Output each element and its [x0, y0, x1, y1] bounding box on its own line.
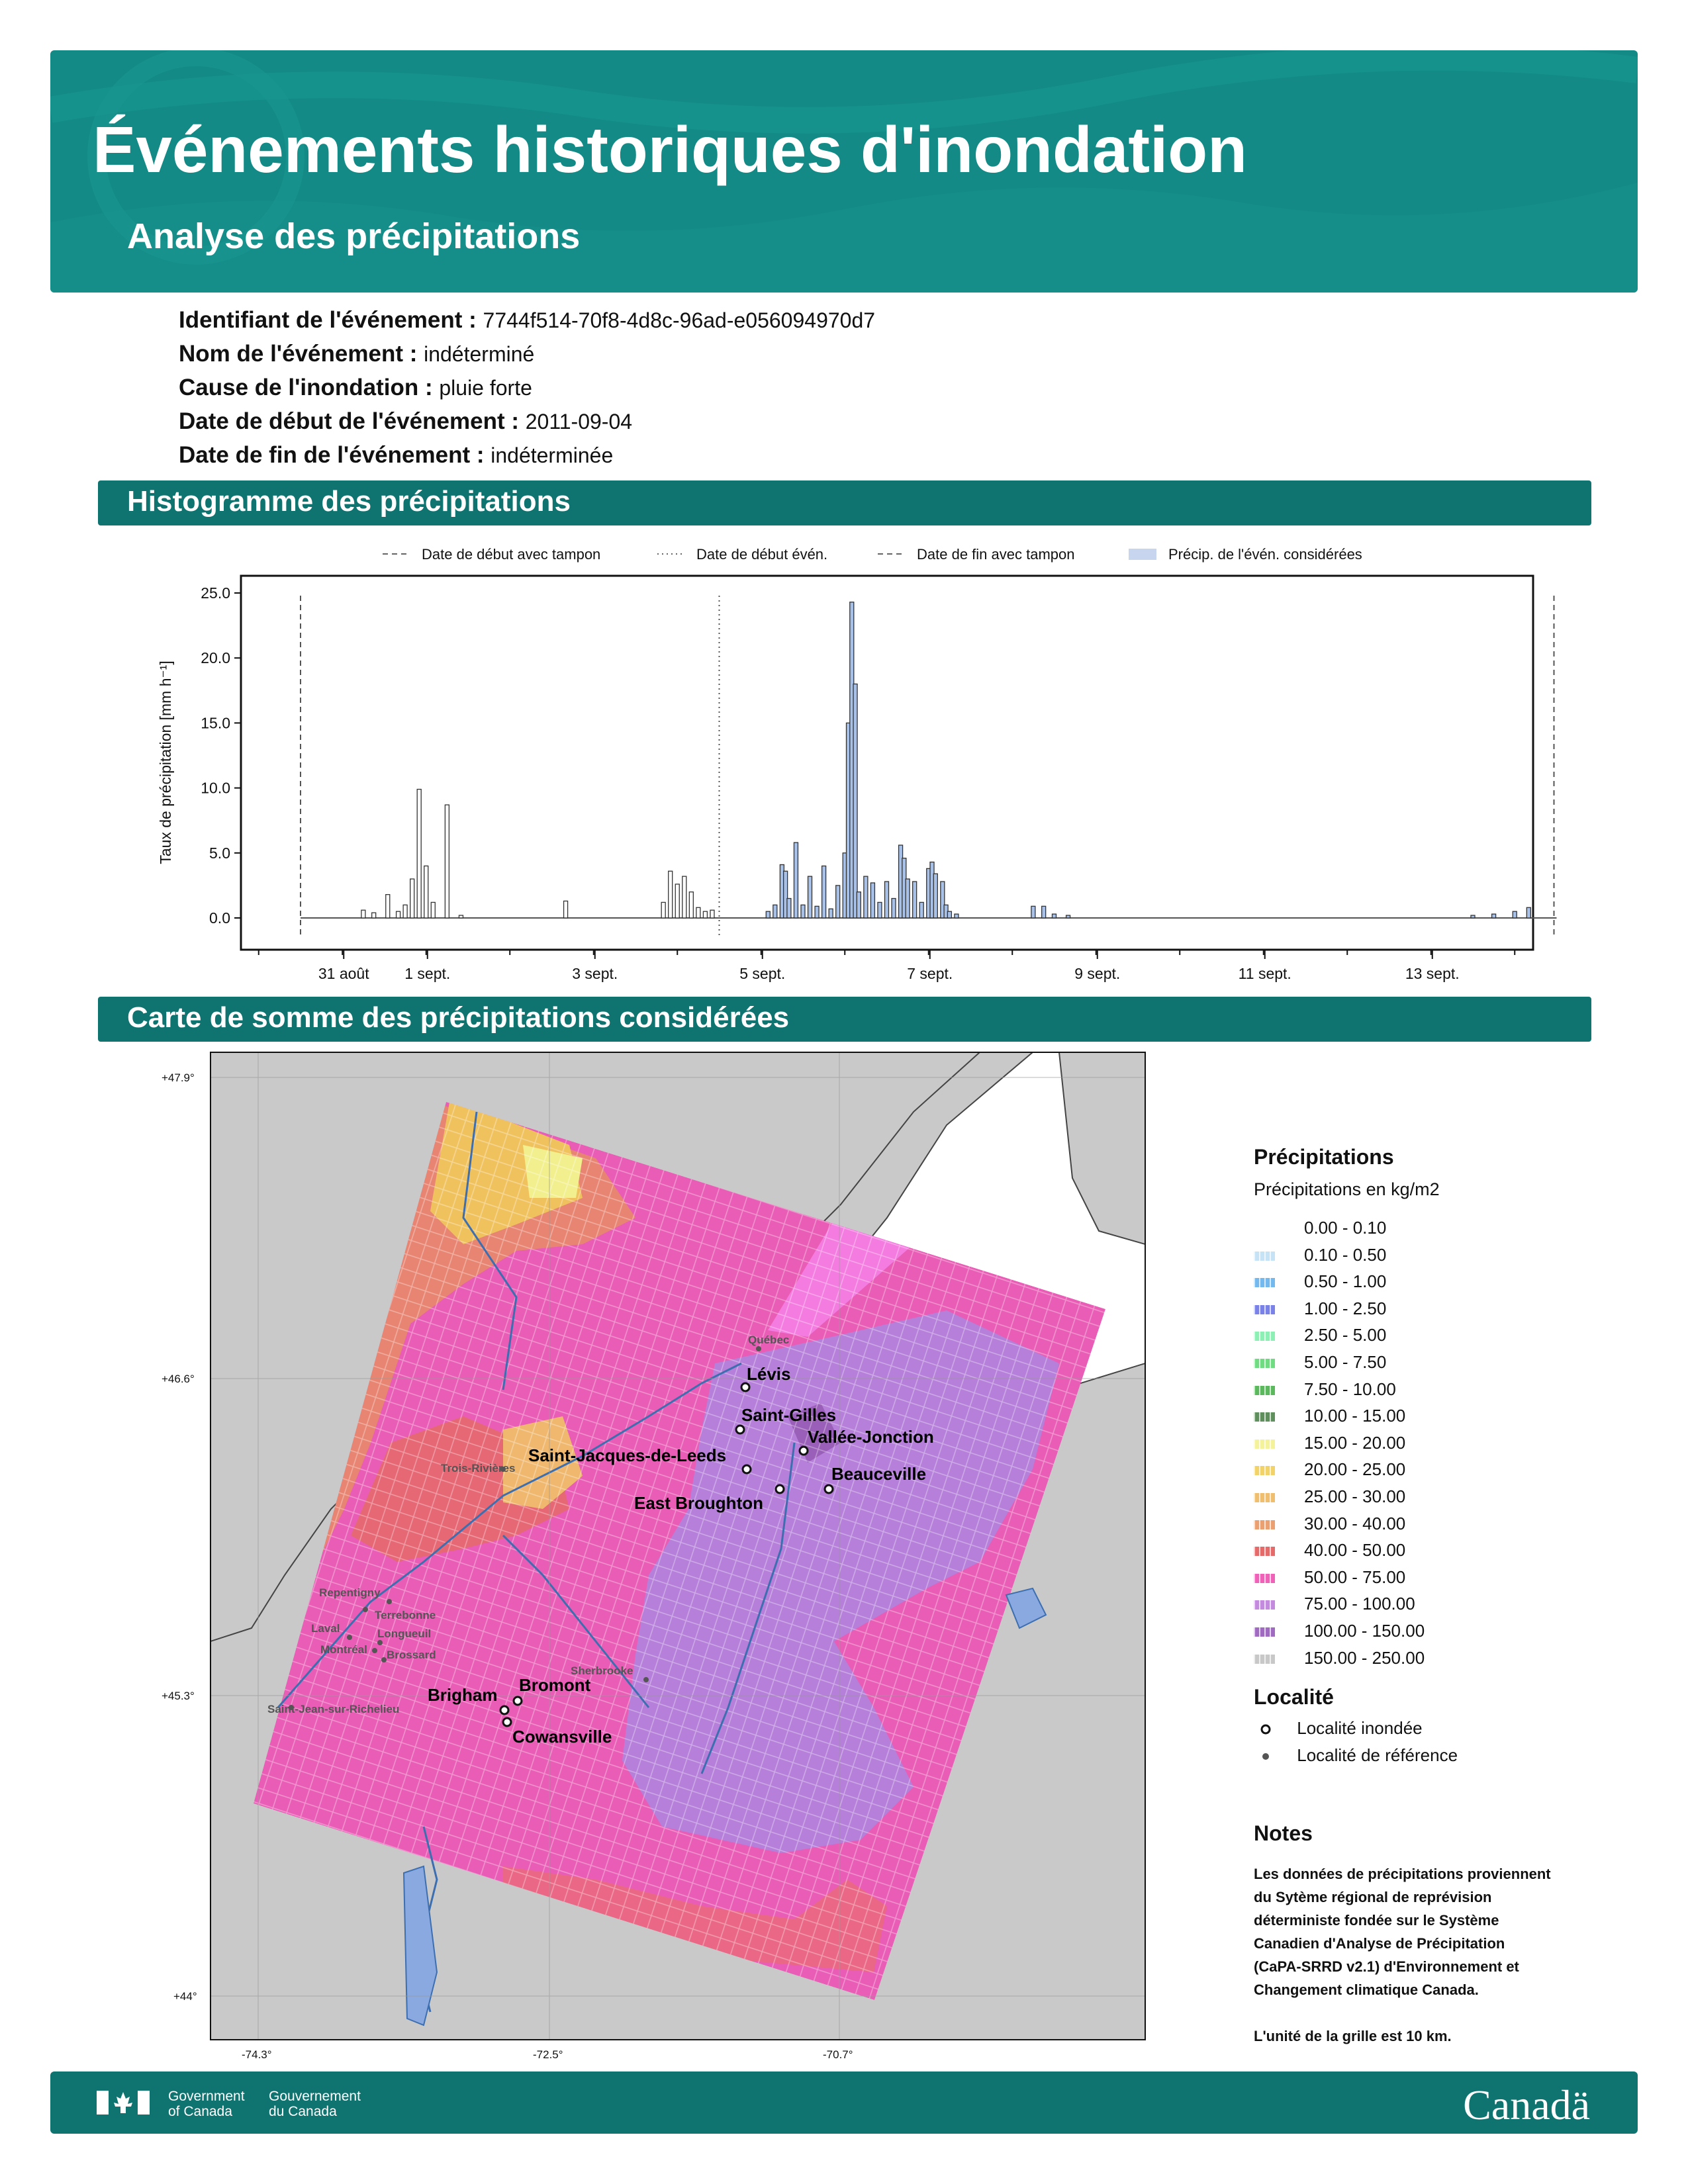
event-name-label: Nom de l'événement :	[179, 341, 418, 367]
histogram-bar	[445, 805, 449, 918]
svg-text:Cowansville: Cowansville	[512, 1727, 612, 1747]
map-frame-content	[211, 1052, 1145, 2040]
legend-class-label: 0.10 - 0.50	[1304, 1244, 1387, 1265]
event-id-label: Identifiant de l'événement :	[179, 307, 477, 333]
histogram-section-title: Histogramme des précipitations	[127, 485, 571, 518]
event-name-value: indéterminé	[424, 342, 535, 366]
legend-class-label: 7.50 - 10.00	[1304, 1379, 1396, 1399]
map-section-title: Carte de somme des précipitations considérées	[127, 1001, 790, 1034]
lon-label-1: -74.3°	[242, 2048, 272, 2058]
x-tick-label: 31 août	[318, 965, 369, 982]
histogram-bar	[459, 915, 463, 918]
histogram-bar	[808, 876, 812, 918]
histogram-bar	[892, 899, 896, 918]
svg-text:Longueuil: Longueuil	[377, 1627, 432, 1640]
histogram-bar	[1042, 906, 1046, 918]
histogram-bar	[878, 902, 882, 918]
histogram-bar	[386, 895, 390, 918]
histogram-section-header	[98, 480, 1591, 525]
svg-text:East Broughton: East Broughton	[634, 1493, 763, 1513]
histogram-bar	[822, 866, 826, 918]
histogram-bar	[410, 879, 414, 918]
lat-label-4: +44°	[173, 1990, 197, 2003]
legend-class-swatch	[1254, 1278, 1275, 1287]
histogram-bar	[885, 882, 889, 918]
legend-flooded-locality-label: Localité inondée	[1297, 1718, 1423, 1738]
histogram-bar	[829, 909, 833, 918]
notes-line: Canadien d'Analyse de Précipitation	[1254, 1935, 1505, 1952]
histogram-bar	[1492, 914, 1496, 918]
legend-class-label: 50.00 - 75.00	[1304, 1567, 1406, 1587]
histogram-bar	[1471, 915, 1475, 918]
histogram-bar	[801, 905, 805, 918]
lat-label-2: +46.6°	[162, 1373, 195, 1385]
notes-line: (CaPA-SRRD v2.1) d'Environnement et	[1254, 1958, 1519, 1975]
locality-legend-title: Localité	[1254, 1685, 1334, 1709]
x-tick-label: 11 sept.	[1238, 965, 1291, 982]
lat-label-1: +47.9°	[162, 1071, 195, 1084]
legend-reference-locality-label: Localité de référence	[1297, 1745, 1458, 1765]
histogram-bar	[870, 883, 874, 918]
histogram-bar	[1526, 907, 1530, 918]
legend-class-swatch	[1254, 1359, 1275, 1368]
legend-flooded-locality	[1254, 1718, 1423, 1739]
histogram-bar	[1513, 911, 1517, 918]
histogram-bar	[1031, 906, 1035, 918]
histogram-bar	[773, 905, 777, 918]
histogram-bar	[682, 876, 686, 918]
legend-class-swatch	[1254, 1493, 1275, 1502]
gov-fr-line-1: Gouvernement	[269, 2089, 361, 2104]
lat-label-3: +45.3°	[162, 1690, 195, 1702]
x-tick-label: 5 sept.	[739, 965, 786, 982]
histogram-bar	[955, 914, 959, 918]
legend-class-swatch	[1254, 1224, 1275, 1234]
y-tick-label: 15.0	[201, 714, 230, 732]
svg-text:Beauceville: Beauceville	[831, 1464, 927, 1484]
legend-class-swatch	[1254, 1305, 1275, 1314]
legend-class-swatch	[1254, 1520, 1275, 1529]
legend-subtitle: Précipitations en kg/m2	[1254, 1179, 1440, 1199]
legend-class-swatch	[1254, 1655, 1275, 1664]
svg-text:Lévis: Lévis	[747, 1364, 791, 1384]
y-tick-label: 0.0	[209, 909, 230, 927]
histogram-bar	[906, 879, 910, 918]
legend-class-label: 0.50 - 1.00	[1304, 1271, 1387, 1292]
legend-class-label: 40.00 - 50.00	[1304, 1540, 1406, 1561]
histogram-x-axis	[259, 950, 1515, 982]
lon-label-3: -70.7°	[823, 2048, 853, 2058]
x-tick-label: 1 sept.	[404, 965, 451, 982]
legend-class-label: 25.00 - 30.00	[1304, 1486, 1406, 1506]
legend-class-label: 5.00 - 7.50	[1304, 1352, 1387, 1372]
x-tick-label: 9 sept.	[1074, 965, 1121, 982]
histogram-bar	[417, 790, 421, 918]
map-section-header	[98, 997, 1591, 1042]
start-date-row	[179, 408, 632, 435]
end-date-row	[179, 442, 613, 469]
gov-fr-wordmark	[269, 2089, 361, 2119]
legend-class-label: 2.50 - 5.00	[1304, 1325, 1387, 1345]
histogram-bar	[913, 882, 917, 918]
legend-class-label: 1.00 - 2.50	[1304, 1298, 1387, 1318]
y-tick-label: 5.0	[209, 844, 230, 862]
histogram-bar	[710, 910, 714, 918]
notes-line: Les données de précipitations proviennent	[1254, 1866, 1551, 1882]
notes-text	[1254, 1862, 1598, 2048]
svg-text:Saint-Jean-sur-Richelieu: Saint-Jean-sur-Richelieu	[267, 1703, 400, 1715]
histogram-bar	[933, 874, 937, 918]
page-title: Événements historiques d'inondation	[93, 113, 1247, 186]
notes-line: Changement climatique Canada.	[1254, 1981, 1479, 1998]
x-tick-label: 7 sept.	[907, 965, 953, 982]
svg-text:Brigham: Brigham	[428, 1685, 498, 1705]
gov-en-wordmark	[168, 2089, 245, 2119]
event-name-row	[179, 341, 534, 367]
footer-banner	[50, 2071, 1638, 2134]
histogram-bar	[919, 902, 923, 918]
histogram-bar	[947, 911, 951, 918]
svg-text:Brossard: Brossard	[387, 1649, 436, 1661]
ref-locality-trois-rivieres	[441, 1462, 515, 1475]
legend-reference-locality	[1254, 1745, 1458, 1766]
svg-text:Vallée-Jonction: Vallée-Jonction	[808, 1427, 934, 1447]
y-tick-label: 25.0	[201, 584, 230, 602]
precipitation-histogram	[0, 529, 1688, 993]
histogram-bar	[372, 913, 376, 918]
histogram-bar	[787, 899, 791, 918]
legend-class-swatch	[1254, 1439, 1275, 1449]
flood-cause-row	[179, 375, 532, 401]
map-legend	[1254, 1140, 1598, 2053]
legend-class-swatch	[1254, 1600, 1275, 1610]
legend-class-swatch	[1254, 1332, 1275, 1341]
legend-class-label: 100.00 - 150.00	[1304, 1621, 1425, 1641]
legend-considered-label: Précip. de l'évén. considérées	[1168, 546, 1362, 563]
histogram-bar	[696, 907, 700, 918]
gov-fr-line-2: du Canada	[269, 2104, 337, 2119]
svg-text:Trois-Rivières: Trois-Rivières	[441, 1462, 516, 1475]
legend-class-swatch	[1254, 1627, 1275, 1637]
flood-cause-value: pluie forte	[439, 376, 532, 400]
histogram-bar	[397, 911, 400, 918]
notes-line: déterministe fondée sur le Système	[1254, 1912, 1499, 1929]
notes-title: Notes	[1254, 1821, 1313, 1845]
svg-text:Repentigny: Repentigny	[319, 1586, 381, 1599]
legend-class-swatch	[1254, 1574, 1275, 1583]
y-tick-label: 20.0	[201, 649, 230, 667]
histogram-bar	[669, 871, 673, 918]
reference-locality-marker-icon	[1254, 1747, 1274, 1766]
legend-class-swatch	[1254, 1251, 1275, 1261]
legend-class-swatch	[1254, 1466, 1275, 1475]
svg-text:Montréal: Montréal	[320, 1643, 367, 1656]
x-tick-label: 13 sept.	[1405, 965, 1460, 982]
histogram-bar	[1053, 914, 1056, 918]
legend-class-swatch	[1254, 1547, 1275, 1556]
histogram-bar	[424, 866, 428, 918]
event-id-row	[179, 307, 875, 334]
histogram-legend	[383, 546, 1362, 563]
svg-text:Bromont: Bromont	[519, 1675, 591, 1695]
lon-label-2: -72.5°	[533, 2048, 563, 2058]
end-date-label: Date de fin de l'événement :	[179, 442, 485, 468]
ref-locality-brossard	[381, 1649, 436, 1662]
canada-wordmark: Canadä	[1463, 2081, 1590, 2128]
notes-line	[1254, 2001, 1598, 2025]
legend-class-label: 10.00 - 15.00	[1304, 1406, 1406, 1426]
y-tick-label: 10.0	[201, 779, 230, 797]
page-subtitle: Analyse des précipitations	[127, 216, 581, 256]
legend-buffer-end-label: Date de fin avec tampon	[917, 546, 1075, 563]
legend-class-label: 75.00 - 100.00	[1304, 1594, 1415, 1614]
histogram-bar	[564, 901, 568, 918]
gov-en-line-1: Government	[168, 2089, 245, 2104]
legend-class-label: 150.00 - 250.00	[1304, 1647, 1425, 1668]
histogram-bar	[815, 906, 819, 918]
flood-cause-label: Cause de l'inondation :	[179, 375, 433, 400]
histogram-bar	[857, 892, 861, 918]
notes-line: L'unité de la grille est 10 km.	[1254, 2028, 1452, 2044]
start-date-value: 2011-09-04	[525, 410, 633, 433]
histogram-bar	[431, 902, 435, 918]
histogram-bar	[703, 911, 707, 918]
histogram-y-axis	[201, 576, 241, 950]
notes-line: du Sytème régional de reprévision	[1254, 1889, 1492, 1905]
legend-class-swatch	[1254, 1412, 1275, 1422]
svg-text:Laval: Laval	[311, 1622, 340, 1635]
svg-text:Saint-Gilles: Saint-Gilles	[741, 1405, 837, 1425]
svg-text:Saint-Jacques-de-Leeds: Saint-Jacques-de-Leeds	[528, 1445, 727, 1465]
legend-class-swatch	[1254, 1386, 1275, 1395]
histogram-bar	[675, 884, 679, 918]
canada-flag-icon	[97, 2088, 150, 2117]
flooded-locality-marker-icon	[1254, 1719, 1274, 1739]
histogram-bar	[403, 905, 407, 918]
histogram-bar	[689, 892, 693, 918]
histogram-bar	[864, 876, 868, 918]
legend-class-label: 0.00 - 0.10	[1304, 1218, 1387, 1238]
end-date-value: indéterminée	[491, 443, 614, 467]
histogram-bar	[794, 842, 798, 918]
svg-text:Terrebonne: Terrebonne	[375, 1609, 436, 1621]
start-date-label: Date de début de l'événement :	[179, 408, 519, 434]
gov-en-line-2: of Canada	[168, 2104, 232, 2119]
histogram-bar	[661, 902, 665, 918]
svg-text:Québec: Québec	[748, 1334, 790, 1346]
precipitation-map	[0, 1046, 1178, 2058]
histogram-y-label: Taux de précipitation [mm h⁻¹]	[157, 660, 174, 864]
legend-buffer-start-label: Date de début avec tampon	[422, 546, 601, 563]
svg-text:Sherbrooke: Sherbrooke	[571, 1664, 633, 1677]
histogram-bar	[1066, 915, 1070, 918]
histogram-bar	[766, 911, 770, 918]
legend-considered-swatch	[1129, 549, 1156, 560]
legend-event-start-label: Date de début évén.	[696, 546, 828, 563]
histogram-bar	[853, 684, 857, 918]
event-id-value: 7744f514-70f8-4d8c-96ad-e056094970d7	[483, 308, 876, 332]
legend-class-label: 20.00 - 25.00	[1304, 1459, 1406, 1480]
legend-class-label: 15.00 - 20.00	[1304, 1432, 1406, 1453]
ref-locality-saint-jean	[267, 1703, 399, 1715]
legend-title: Précipitations	[1254, 1145, 1394, 1169]
histogram-bars	[301, 596, 1557, 936]
histogram-bar	[836, 886, 840, 918]
x-tick-label: 3 sept.	[572, 965, 618, 982]
histogram-bar	[361, 910, 365, 918]
legend-class-label: 30.00 - 40.00	[1304, 1513, 1406, 1533]
